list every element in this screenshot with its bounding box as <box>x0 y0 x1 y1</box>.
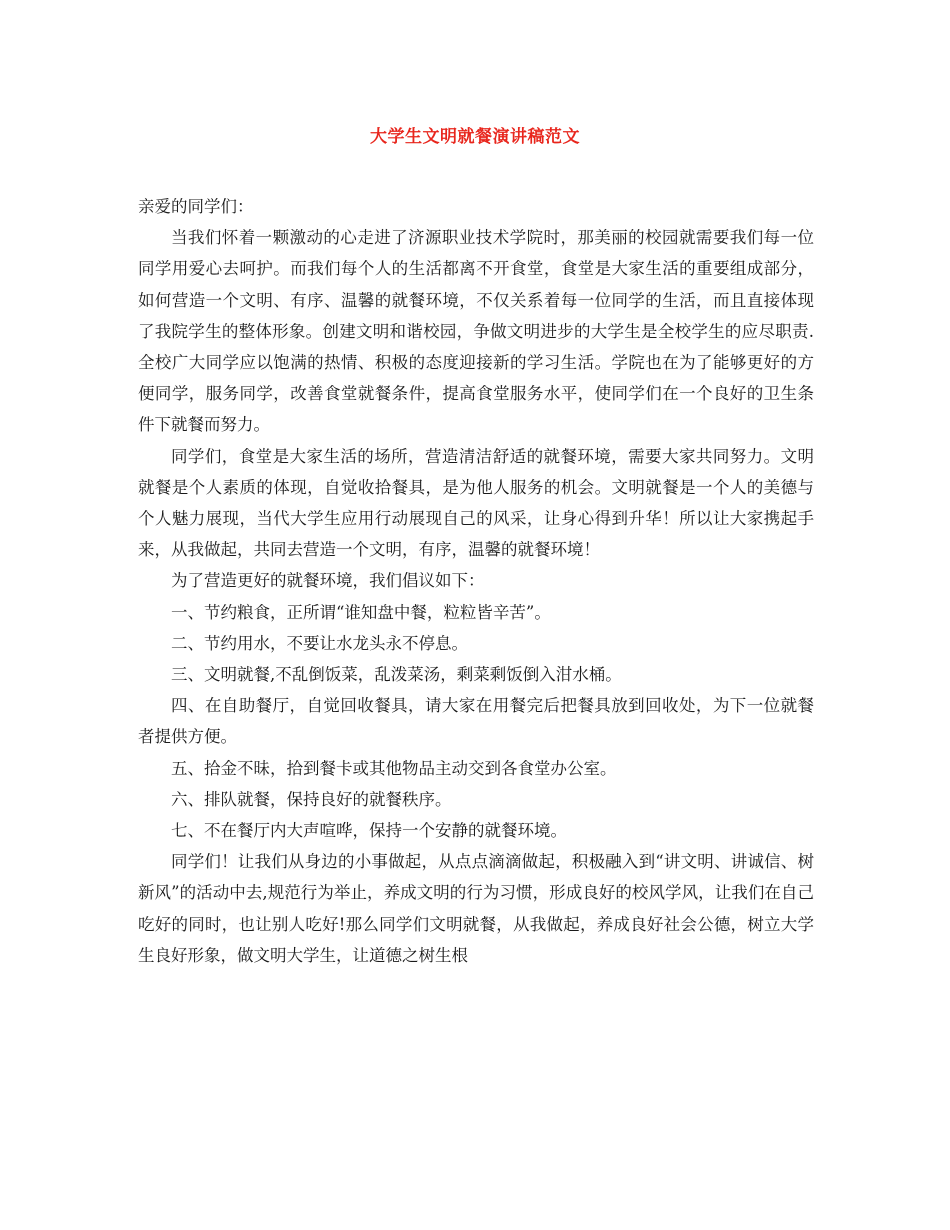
document-title: 大学生文明就餐演讲稿范文 <box>370 127 580 147</box>
salutation: 亲爱的同学们： <box>138 197 254 216</box>
paragraph-closing: 同学们！让我们从身边的小事做起，从点点滴滴做起，积极融入到“讲文明、讲诚信、树新风”的活动中去,规范行为举止，养成文明的行为习惯，形成良好的校风学风，让我们在自己吃好的同时，也让别人吃好!那么同学们文明就餐，从我做起，养成良好社会公德，树立大学生良好形象，做文明大学生，让道德之树生根 <box>138 852 814 965</box>
proposal-item-5: 五、拾金不昧，拾到餐卡或其他物品主动交到各食堂办公室。 <box>171 758 617 778</box>
proposal-item-6: 六、排队就餐，保持良好的就餐秩序。 <box>171 789 452 809</box>
paragraph-appeal: 同学们，食堂是大家生活的场所，营造清洁舒适的就餐环境，需要大家共同努力。文明就餐是个人素质的体现，自觉收拾餐具，是为他人服务的机会。文明就餐是一个人的美德与个人魅力展现，当代大学生应用行动展现自己的风采，让身心得到升华！所以让大家携起手来，从我做起，共同去营造一个文明，有序，温馨的就餐环境！ <box>138 446 814 560</box>
document-body <box>138 191 814 971</box>
paragraph-intro: 当我们怀着一颗激动的心走进了济源职业技术学院时，那美丽的校园就需要我们每一位同学用爱心去呵护。而我们每个人的生活都离不开食堂，食堂是大家生活的重要组成部分，如何营造一个文明、有序、温馨的就餐环境，不仅关系着每一位同学的生活，而且直接体现了我院学生的整体形象。创建文明和谐校园，争做文明进步的大学生是全校学生的应尽职责.全校广大同学应以饱满的热情、积极的态度迎接新的学习生活。学院也在为了能够更好的方便同学，服务同学，改善食堂就餐条件，提高食堂服务水平，使同学们在一个良好的卫生条件下就餐而努力。 <box>138 228 814 435</box>
proposal-item-3: 三、文明就餐,不乱倒饭菜，乱泼菜汤，剩菜剩饭倒入泔水桶。 <box>171 665 622 685</box>
proposal-item-2: 二、节约用水，不要让水龙头永不停息。 <box>171 633 468 653</box>
proposal-item-7: 七、不在餐厅内大声喧哗，保持一个安静的就餐环境。 <box>171 821 567 841</box>
proposal-item-4: 四、在自助餐厅，自觉回收餐具，请大家在用餐完后把餐具放到回收处，为下一位就餐者提供方便。 <box>138 696 814 747</box>
proposal-item-1: 一、节约粮食，正所谓“谁知盘中餐，粒粒皆辛苦”。 <box>171 602 551 622</box>
paragraph-proposal-heading: 为了营造更好的就餐环境，我们倡议如下： <box>171 571 485 591</box>
